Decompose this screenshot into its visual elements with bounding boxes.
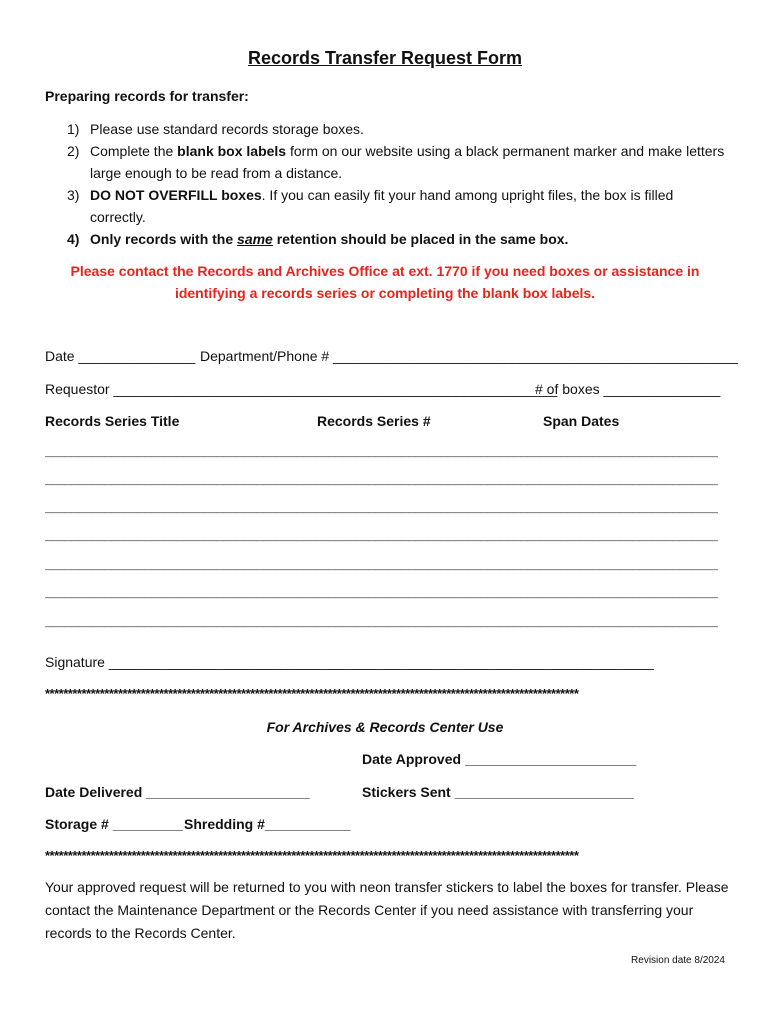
instruction-text: DO NOT OVERFILL boxes. If you can easily fit your hand among upright files, the box is filled correctly.	[90, 187, 674, 225]
shredding-number-field[interactable]: Shredding #___________	[184, 816, 351, 832]
instruction-item-1	[45, 118, 725, 140]
signature-field[interactable]: Signature ______________________________________________________________________	[45, 654, 654, 670]
revision-date: Revision date 8/2024	[631, 955, 725, 966]
contact-notice: Please contact the Records and Archives Office at ext. 1770 if you need boxes or assistance in identifying a records series or completing the blank box labels.	[70, 263, 700, 301]
header-span-dates: Span Dates	[543, 413, 620, 429]
stickers-sent-field[interactable]: Stickers Sent _______________________	[362, 784, 634, 800]
series-entry-line[interactable]: ______________________________________________________________________________________________________	[45, 474, 718, 488]
divider-stars: *********************************************************************************************************************	[45, 686, 579, 701]
date-field[interactable]: Date _______________	[45, 348, 196, 364]
preparing-heading: Preparing records for transfer:	[45, 88, 249, 104]
num-boxes-field[interactable]: # of boxes _______________	[535, 381, 721, 397]
instruction-number: 2)	[67, 143, 80, 159]
instruction-item-3	[45, 184, 725, 228]
date-approved-field[interactable]: Date Approved ______________________	[362, 751, 637, 767]
header-series-number: Records Series #	[317, 413, 431, 429]
department-phone-field[interactable]: Department/Phone # ____________________________________________________	[200, 348, 738, 364]
page-title: Records Transfer Request Form	[247, 48, 523, 68]
instruction-text: Please use standard records storage boxes.	[90, 121, 364, 137]
instruction-item-4	[45, 228, 725, 250]
blank-box-labels-link: blank box labels	[177, 143, 287, 159]
series-entry-line[interactable]: ______________________________________________________________________________________________________	[45, 502, 718, 516]
instruction-item-2	[45, 140, 725, 184]
instruction-number: 3)	[67, 187, 80, 203]
storage-number-field[interactable]: Storage # _________	[45, 816, 183, 832]
series-entry-line[interactable]: ______________________________________________________________________________________________________	[45, 446, 718, 460]
instructions-list	[45, 118, 725, 250]
series-entry-line[interactable]: ______________________________________________________________________________________________________	[45, 530, 718, 544]
office-use-heading: For Archives & Records Center Use	[266, 719, 504, 735]
instruction-text: Complete the blank box labels form on our website using a black permanent marker and make letters large enough to be read from a distance.	[90, 143, 725, 181]
series-entry-line[interactable]: ______________________________________________________________________________________________________	[45, 616, 718, 630]
instruction-text: Only records with the same retention should be placed in the same box.	[90, 231, 569, 247]
series-entry-line[interactable]: ______________________________________________________________________________________________________	[45, 559, 718, 573]
date-delivered-field[interactable]: Date Delivered _____________________	[45, 784, 310, 800]
instruction-number: 1)	[67, 121, 80, 137]
series-entry-line[interactable]: ______________________________________________________________________________________________________	[45, 587, 718, 601]
requestor-field[interactable]: Requestor _________________________________________________________	[45, 381, 558, 397]
footer-instructions: Your approved request will be returned to you with neon transfer stickers to label the boxes for transfer. Please contact the Maintenance Department or the Records Center if you need assistance with transferring your records to the Records Center.	[45, 879, 729, 941]
divider-stars: *********************************************************************************************************************	[45, 848, 579, 863]
instruction-number: 4)	[67, 231, 80, 247]
header-series-title: Records Series Title	[45, 413, 180, 429]
